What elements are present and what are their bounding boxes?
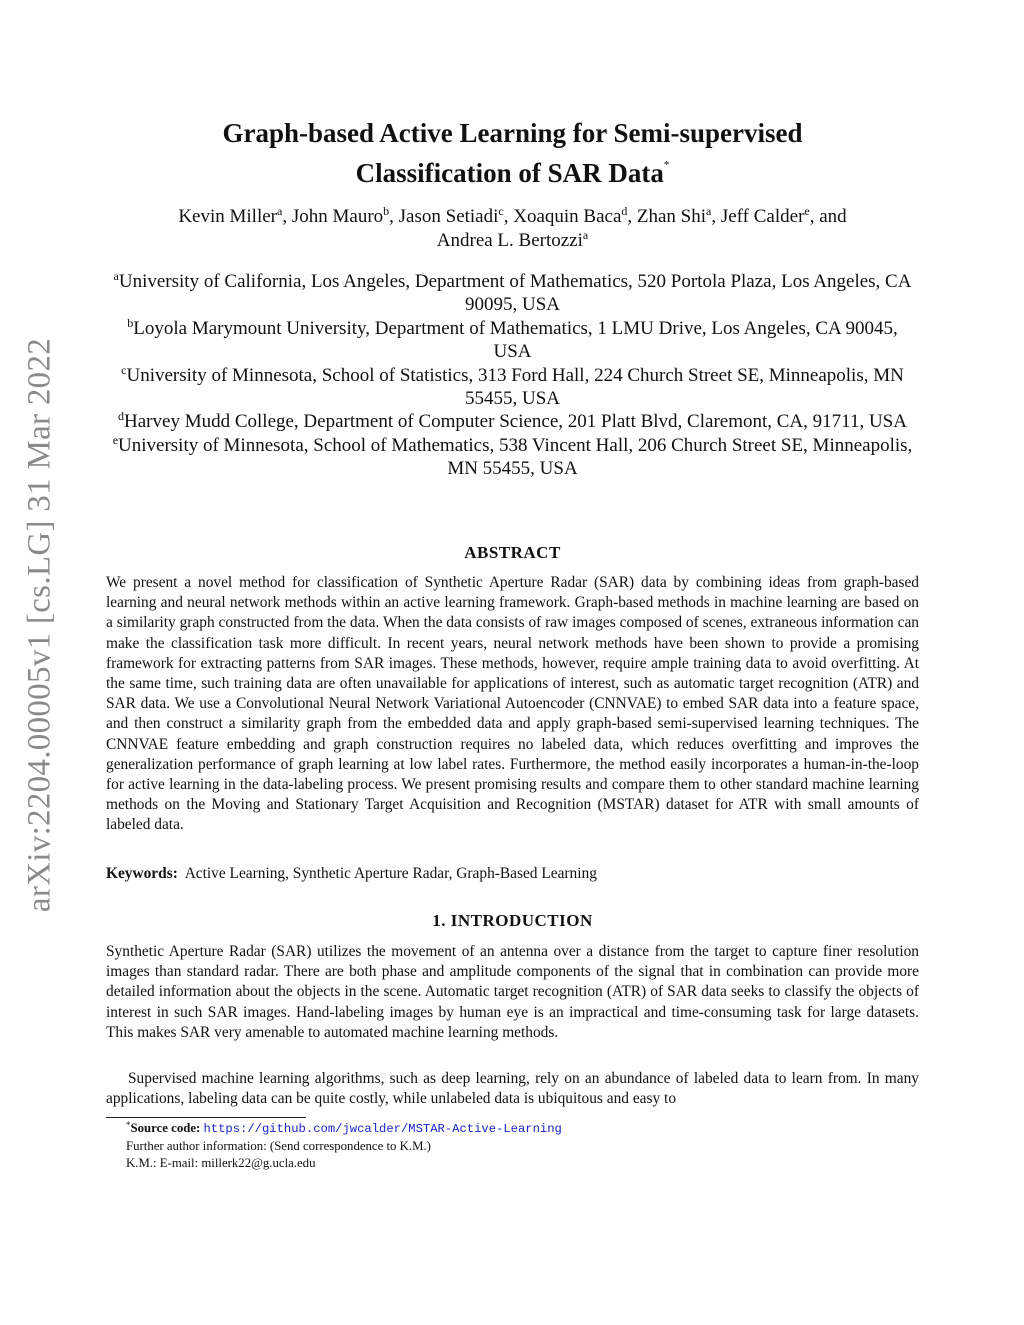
keywords-line — [106, 864, 919, 884]
footnote-email: K.M.: E-mail: millerk22@g.ucla.edu — [126, 1156, 316, 1170]
author: Andrea L. Bertozzi$^a$ — [436, 228, 589, 251]
author: Jeff Calder$^e$, and — [720, 204, 847, 227]
arxiv-identifier: arXiv:2204.00005v1 [cs.LG] 31 Mar 2022 — [21, 337, 58, 913]
footnote-source-code: *Source code: https://github.com/jwcalder/MSTAR-Active-Learning — [126, 1120, 562, 1136]
affiliation: $^e$University of Minnesota, School of Mathematics, 538 Vincent Hall, 206 Church Street SE, Minneapolis, MN 55455, USA — [112, 432, 913, 480]
footnote-author-info: Further author information: (Send correspondence to K.M.) — [126, 1139, 431, 1153]
title-footnote-marker: * — [663, 159, 670, 171]
abstract-heading: ABSTRACT — [464, 543, 561, 562]
affiliation-list — [106, 270, 919, 481]
footnote-divider — [106, 1117, 306, 1118]
section-heading-introduction: 1. INTRODUCTION — [432, 911, 593, 930]
affiliation: $^d$Harvey Mudd College, Department of Computer Science, 201 Platt Blvd, Claremont, CA, 91711, USA — [118, 409, 907, 433]
abstract-body: We present a novel method for classification of Synthetic Aperture Radar (SAR) data by combining ideas from graph-based learning and neural network methods within an active learning framework. Graph-based methods in machine learning are based on a similarity graph constructed from the data. When the data consists of raw images composed of scenes, extraneous information can make the classification task more difficult. In recent years, neural network methods have been shown to provide a promising framework for extracting patterns from SAR images. These methods, however, require ample training data to avoid overfitting. At the same time, such training data are often unavailable for applications of interest, such as automatic target recognition (ATR) and SAR data. We use a Convolutional Neural Network Variational Autoencoder (CNNVAE) to embed SAR data into a feature space, and then construct a similarity graph from the embedded data and apply graph-based semi-supervised learning techniques. The CNNVAE feature embedding and graph construction requires no labeled data, which reduces overfitting and improves the generalization performance of graph learning at low label rates. Furthermore, the method easily incorporates a human-in-the-loop for active learning in the data-labeling process. We present promising results and compare them to other standard machine learning methods on the Moving and Stationary Target Acquisition and Recognition (MSTAR) dataset for ATR with small amounts of labeled data. — [106, 574, 919, 834]
footnotes — [126, 1120, 906, 1172]
intro-paragraph-2: Supervised machine learning algorithms, such as deep learning, rely on an abundance of labeled data to learn from. In many applications, labeling data can be quite costly, while unlabeled data is ubiquitous and easy to — [106, 1070, 919, 1108]
title-line-2: Classification of SAR Data — [355, 158, 664, 188]
author-list — [106, 205, 919, 253]
affiliation: $^a$University of California, Los Angeles, Department of Mathematics, 520 Portola Plaza, Los Angeles, CA 90095, USA — [113, 269, 912, 316]
intro-paragraph-1: Synthetic Aperture Radar (SAR) utilizes the movement of an antenna over a distance from the target to capture finer resolution images than standard radar. There are both phase and amplitude components of the signal that in combination can provide more detailed information about the objects in the scene. Automatic target recognition (ATR) of SAR data seeks to classify the objects of interest in such SAR images. Hand-labeling images by human eye is an impractical and time-consuming task for large datasets. This makes SAR very amenable to automated machine learning methods. — [106, 943, 919, 1041]
keywords-label: Keywords: — [106, 865, 178, 882]
author: Zhan Shi$^a$, — [636, 204, 721, 227]
author: Xoaquin Baca$^d$, — [513, 204, 637, 227]
author: Kevin Miller$^a$, — [178, 204, 292, 227]
source-code-link[interactable]: https://github.com/jwcalder/MSTAR-Active-Learning — [203, 1122, 562, 1136]
author: Jason Setiadi$^c$, — [398, 204, 514, 227]
keywords-text: Active Learning, Synthetic Aperture Radar, Graph-Based Learning — [184, 865, 597, 882]
author: John Mauro$^b$, — [291, 204, 399, 227]
paper-title — [106, 117, 919, 189]
affiliation: $^b$Loyola Marymount University, Department of Mathematics, 1 LMU Drive, Los Angeles, CA 90045, USA — [127, 315, 898, 363]
title-line-1: Graph-based Active Learning for Semi-supervised — [222, 118, 803, 148]
affiliation: $^c$University of Minnesota, School of Statistics, 313 Ford Hall, 224 Church Street SE, Minneapolis, MN 55455, USA — [121, 362, 904, 410]
